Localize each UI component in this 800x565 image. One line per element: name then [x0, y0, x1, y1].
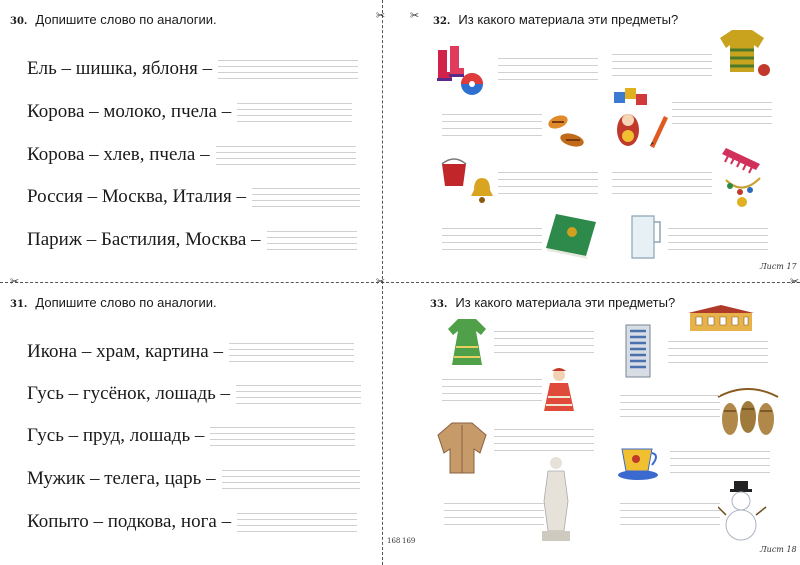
toys-and-pencil-picture: [610, 86, 670, 152]
task-32-card: [400, 0, 800, 282]
task-title: Из какого материала эти предметы?: [458, 12, 679, 27]
task-30-header: [10, 12, 217, 27]
bucket-and-bell-picture: [440, 156, 496, 208]
task-number: 32.: [433, 16, 451, 27]
task-33-header: [430, 295, 675, 310]
task-31-header: [10, 295, 217, 310]
slippers-picture: [546, 108, 590, 154]
page-number: 168: [387, 537, 401, 545]
analogy-row: [27, 341, 354, 363]
bast-shoes-picture: [716, 385, 780, 441]
answer-writing-lines[interactable]: [494, 429, 594, 451]
analogy-row: [27, 186, 360, 208]
answer-writing-lines[interactable]: [252, 188, 360, 206]
page-number: 169: [402, 537, 416, 545]
answer-writing-lines[interactable]: [620, 503, 720, 525]
answer-writing-lines[interactable]: [442, 114, 542, 136]
book-picture: [544, 210, 600, 260]
answer-writing-lines[interactable]: [670, 451, 770, 473]
analogy-row: [27, 229, 357, 251]
snowman-picture: [718, 479, 768, 543]
analogy-text: Икона – храм, картина –: [27, 341, 223, 362]
task-33-card: [400, 283, 800, 565]
task-title: Из какого материала эти предметы?: [455, 295, 676, 310]
answer-writing-lines[interactable]: [236, 385, 361, 403]
analogy-row: [27, 58, 358, 80]
scissors-icon: ✂: [376, 275, 386, 288]
analogy-text: Ель – шишка, яблоня –: [27, 58, 213, 79]
analogy-text: Гусь – пруд, лошадь –: [27, 425, 205, 446]
low-building-picture: [686, 303, 756, 333]
scissors-icon: ✂: [376, 9, 386, 22]
analogy-text: Корова – молоко, пчела –: [27, 101, 232, 122]
answer-writing-lines[interactable]: [612, 172, 712, 194]
apartment-building-picture: [618, 323, 658, 379]
answer-writing-lines[interactable]: [444, 503, 544, 525]
sheet-label: Лист 17: [760, 262, 797, 271]
answer-writing-lines[interactable]: [442, 228, 542, 250]
answer-writing-lines[interactable]: [668, 228, 768, 250]
task-30-card: [0, 0, 400, 282]
analogy-text: Копыто – подкова, нога –: [27, 511, 232, 532]
analogy-text: Гусь – гусёнок, лошадь –: [27, 383, 231, 404]
analogy-text: Париж – Бастилия, Москва –: [27, 229, 261, 250]
answer-writing-lines[interactable]: [237, 103, 352, 121]
scissors-icon: ✂: [10, 275, 20, 288]
answer-writing-lines[interactable]: [442, 379, 542, 401]
answer-writing-lines[interactable]: [498, 172, 598, 194]
answer-writing-lines[interactable]: [668, 341, 768, 363]
answer-writing-lines[interactable]: [237, 513, 357, 531]
answer-writing-lines[interactable]: [229, 343, 354, 361]
analogy-row: [27, 383, 361, 405]
task-title: Допишите слово по аналогии.: [35, 12, 217, 27]
comb-and-necklace-picture: [720, 146, 768, 208]
answer-writing-lines[interactable]: [672, 102, 772, 124]
answer-writing-lines[interactable]: [267, 231, 357, 249]
clay-doll-picture: [542, 367, 576, 413]
answer-writing-lines[interactable]: [498, 58, 598, 80]
scissors-icon: ✂: [790, 275, 800, 288]
analogy-row: [27, 511, 357, 533]
scissors-icon: ✂: [410, 9, 420, 22]
analogy-text: Мужик – телега, царь –: [27, 468, 216, 489]
answer-writing-lines[interactable]: [218, 60, 358, 78]
rubber-boots-and-ball-picture: [434, 42, 486, 97]
answer-writing-lines[interactable]: [620, 395, 720, 417]
analogy-row: [27, 468, 360, 490]
task-31-card: [0, 283, 400, 565]
task-number: 33.: [430, 299, 448, 310]
task-32-header: [433, 12, 678, 27]
fur-coat-picture: [434, 419, 490, 475]
analogy-text: Корова – хлев, пчела –: [27, 144, 210, 165]
answer-writing-lines[interactable]: [612, 54, 712, 76]
answer-writing-lines[interactable]: [210, 427, 355, 445]
answer-writing-lines[interactable]: [494, 331, 594, 353]
task-title: Допишите слово по аналогии.: [35, 295, 217, 310]
answer-writing-lines[interactable]: [216, 146, 356, 164]
marble-statue-picture: [536, 455, 576, 543]
answer-writing-lines[interactable]: [222, 470, 360, 488]
analogy-row: [27, 101, 352, 123]
analogy-row: [27, 144, 356, 166]
teacup-picture: [616, 441, 662, 481]
glass-jug-picture: [626, 212, 666, 262]
dress-picture: [444, 317, 490, 367]
analogy-text: Россия – Москва, Италия –: [27, 186, 247, 207]
task-number: 31.: [10, 299, 28, 310]
sheet-label: Лист 18: [760, 545, 797, 554]
knitted-sweater-picture: [718, 26, 774, 78]
analogy-row: [27, 425, 355, 447]
task-number: 30.: [10, 16, 28, 27]
